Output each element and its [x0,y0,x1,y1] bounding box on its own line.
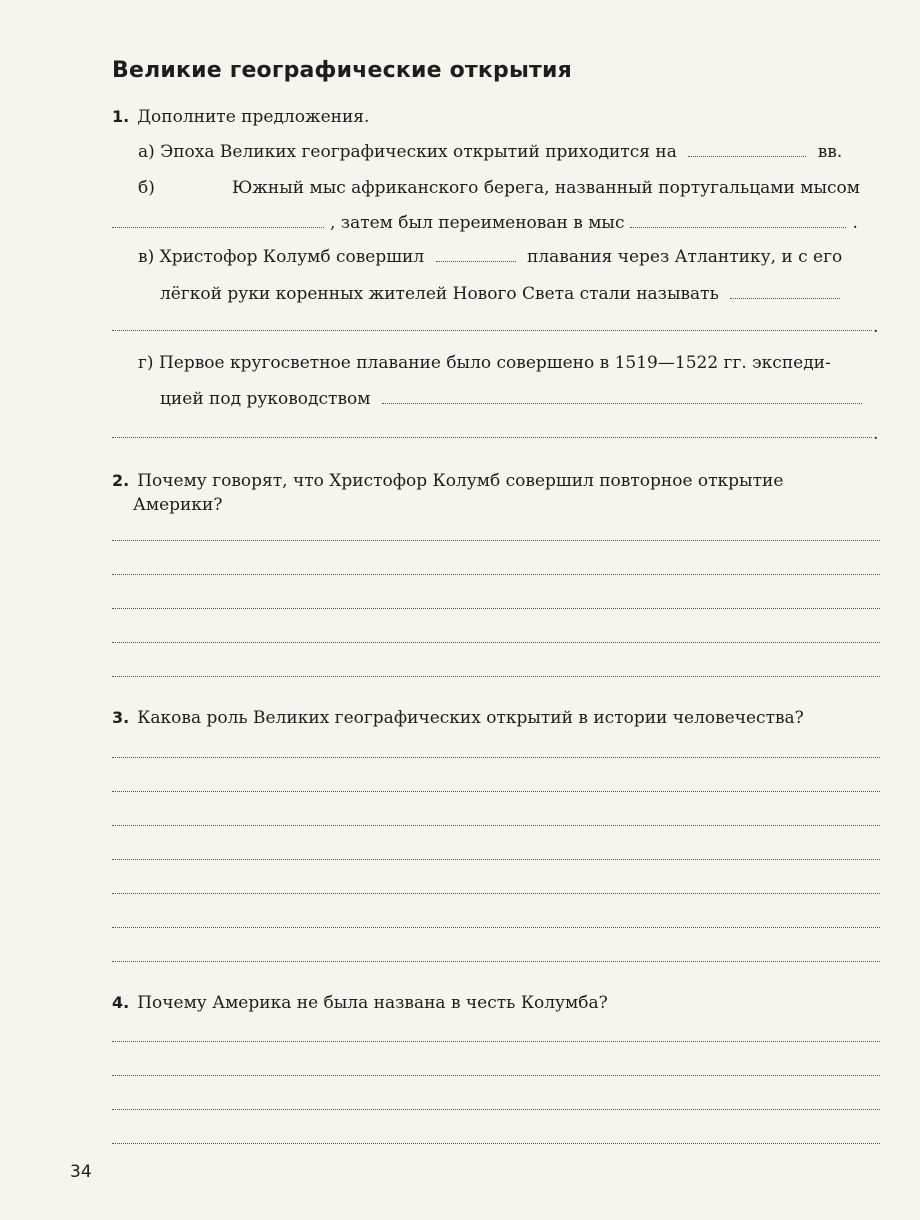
item-c-end: . [873,317,879,337]
answer-line[interactable] [112,1041,880,1042]
item-label: б) [138,178,155,198]
answer-line[interactable] [112,1143,880,1144]
item-text: Первое кругосветное плавание было совершено в 1519—1522 гг. экспеди- [158,353,831,373]
item-text: Южный мыс африканского берега, названный португальцами мысом [231,178,860,198]
answer-blank[interactable] [688,152,806,157]
item-suffix: . [852,213,858,233]
item-b-cont [112,212,858,234]
item-c [138,246,842,268]
page-title: Великие географические открытия [112,58,572,83]
question-text: Почему Америка не была названа в честь Колумба? [137,993,608,1013]
item-text: лёгкой руки коренных жителей Нового Света стали называть [160,284,719,304]
answer-line[interactable] [112,961,880,962]
answer-line[interactable] [112,1109,880,1110]
item-a [138,141,842,163]
answer-line[interactable] [112,1075,880,1076]
item-text: Эпоха Великих географических открытий приходится на [160,142,677,162]
question-number: 1. [112,107,130,126]
item-text: , затем был переименован в мыс [330,213,625,233]
item-c-cont [160,283,846,305]
item-b [138,177,860,199]
question-number: 3. [112,708,130,727]
item-label: а) [138,142,155,162]
item-text: плавания через Атлантику, и с его [526,247,843,267]
item-text: Христофор Колумб совершил [159,247,425,267]
answer-line[interactable] [112,574,880,575]
question-1 [112,106,369,128]
answer-line[interactable] [112,757,880,758]
page-number: 34 [70,1162,92,1182]
item-label: г) [138,353,154,373]
item-d-cont [160,388,868,410]
answer-line[interactable] [112,608,880,609]
answer-line[interactable] [112,642,880,643]
answer-blank[interactable] [112,223,324,228]
item-d-end: . [873,424,879,444]
question-4 [112,992,608,1014]
answer-blank[interactable] [730,294,840,299]
answer-blank[interactable] [436,257,516,262]
answer-line[interactable] [112,676,880,677]
answer-line[interactable] [112,927,880,928]
question-3 [112,707,804,729]
answer-line[interactable] [112,791,880,792]
question-text: Почему говорят, что Христофор Колумб совершил повторное открытие [137,471,784,491]
item-text: цией под руководством [160,389,371,409]
question-2-cont: Америки? [133,495,223,515]
question-text: Дополните предложения. [137,107,370,127]
answer-line[interactable] [112,859,880,860]
item-d [138,352,831,374]
item-label: в) [138,247,155,267]
answer-line[interactable] [112,330,872,331]
question-number: 2. [112,471,130,490]
answer-blank[interactable] [382,399,862,404]
answer-line[interactable] [112,437,872,438]
item-suffix: вв. [817,142,843,162]
answer-line[interactable] [112,893,880,894]
answer-line[interactable] [112,540,880,541]
answer-line[interactable] [112,825,880,826]
question-2 [112,470,783,492]
question-number: 4. [112,993,130,1012]
question-text: Какова роль Великих географических открытий в истории человечества? [137,708,804,728]
answer-blank[interactable] [630,223,846,228]
